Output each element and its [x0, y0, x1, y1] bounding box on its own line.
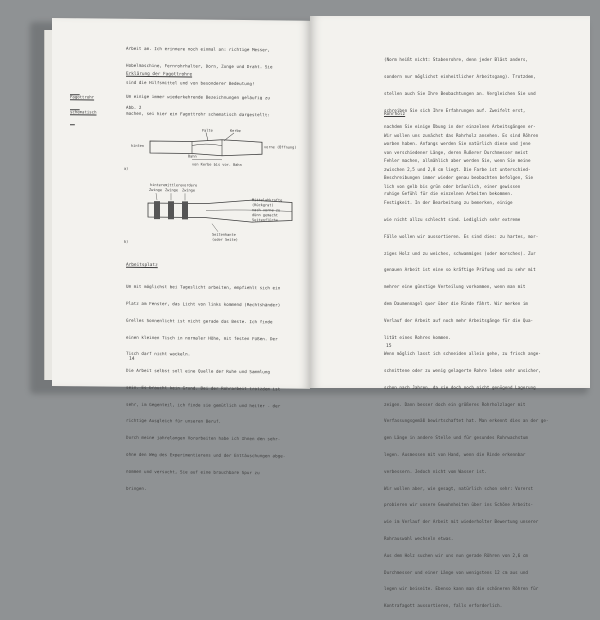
right-page [310, 16, 590, 388]
text-line: sind die Hilfsmittel und von besonderer Bedeutung! [126, 80, 273, 87]
text-line: Kontrafagott aussortieren, falls erforderlich. [384, 603, 549, 609]
label-seitenkante: Seitenkante [212, 233, 236, 237]
text-line: Hobelmaschine, Fernrohrhalter, Dorn, Zunge und Draht. Sie [126, 63, 273, 70]
text-line: Arbeit am. Ich erinnere noch einmal an: richtige Messer, [126, 46, 273, 53]
text-line: Die Arbeit selbst soll eine Quelle der Ruhe und Sammlung [126, 368, 285, 375]
label-vordere: vordere [182, 183, 197, 187]
text-line: mehrer eine günstige Verteilung vorkommen, wenn man mit [384, 284, 549, 290]
text-line: verbessern. Jedoch nicht vom Wasser ist. [384, 469, 549, 475]
text-line: (Norm heißt nicht: Stabenrohre, denn jeder Bläst anders, [384, 57, 536, 63]
text-line: Aus dem Holz suchen wir uns nun gerade Röhren von 2,6 cm [384, 553, 549, 559]
text-line: Um einige immer wiederkehrende Bezeichnungen geläufig zu [126, 94, 270, 101]
text-line: Verlauf der Arbeit auf noch mehr Arbeitsgänge für die Qua- [384, 318, 549, 324]
text-line: richtige Ausgleich für unseren Beruf. [126, 418, 285, 425]
page-number-left: 14 [129, 357, 135, 362]
text-line: dem Daumennagel quer über die Rinde fährt. Wir merken im [384, 301, 549, 307]
label-seitenflueche: Seitenflüche [252, 218, 278, 222]
text-line: ohne den Weg des Experimentierens und der Enttäuschungen abge- [126, 452, 285, 459]
label-hinten: hinten [131, 144, 144, 148]
text-line: ruhige Gefühl für die einzelnen Arbeiten bekommen. [384, 191, 536, 197]
section-heading-rohrholz: Rohrholz [384, 112, 405, 117]
text-line: sehr, im Gegenteil, ich finde sie gemütlich und heiter - der [126, 401, 285, 408]
label-oder-seite: (oder Seite) [212, 238, 238, 242]
text-line: gen Länge in andere Stelle und für gesundes Rohrwachstum [384, 435, 549, 441]
text-line: Grelles Sonnenlicht ist nicht gerade das Beste. Ich finde [126, 318, 285, 325]
section-text-arbeitsplatz [126, 273, 285, 504]
text-line: zeigen. Dann besser doch ein größeres Rohrholzlager mit [384, 402, 549, 408]
text-line: sein. Es braucht kein Grund. Bei der Rohrarbeit trotzdem ist [126, 385, 285, 392]
text-line: probieren wir unsere Gewohnheiten über ins Schöne Arbeits- [384, 502, 549, 508]
text-line: zwischen 2,5 und 2,8 cm liegt. Die Farbe ist unterschied- [384, 167, 549, 173]
section-heading-arbeitsplatz: Arbeitsplatz [126, 263, 158, 268]
text-line: Um mit möglichst bei Tageslicht arbeiten, empfiehlt sich ein [126, 284, 285, 291]
label-hintere: hintere [150, 183, 165, 187]
text-line: Beschreibungen immer wieder genau beobachten befolgen, Sie [384, 175, 536, 181]
label-rueckgrat: (Rückgrat) [252, 203, 274, 207]
text-line: schon nach Jahren, da sie doch noch nicht genügend Lagerung [384, 385, 549, 391]
text-line: sondern nur möglichst einheitlicher Arbeitsgang). Trotzdem, [384, 74, 536, 80]
text-line: wie nicht allzu schlecht sind. Lediglich sehr extreme [384, 217, 549, 223]
margin-note-line: Fagottrohr [70, 94, 97, 99]
label-mittlere: mittlere [165, 183, 182, 187]
section-text-rohrholz [384, 122, 549, 620]
text-line: Rohrauswahl wechseln etwas. [384, 536, 549, 542]
label-b: b) [124, 240, 128, 244]
text-line: nachdem Sie einige Übung in der einzelnen Arbeitsgängen er- [384, 124, 536, 130]
text-line: bringen. [126, 485, 285, 492]
label-falte: Falte [202, 129, 213, 133]
text-line: schnittene oder zu wenig gelagerte Rohre leben sehr unsicher, [384, 368, 549, 374]
label-a: a) [124, 167, 128, 171]
text-line: Wir wollen uns zunächst das Rohrholz ansehen. Es sind Röhren [384, 133, 549, 139]
figure-label: Abb. 2 [126, 105, 141, 111]
text-line: Tisch darf nicht wackeln. [126, 351, 285, 358]
label-duenn: dünn gemacht [252, 213, 278, 217]
label-mittelabkrafte: Mittelabkrafte [252, 198, 282, 202]
label-zwinge-2: Zwinge [165, 188, 178, 192]
text-line: Verfassungsgemäß bewirtschaftet hat. Man erkennt dies an der ge- [384, 418, 549, 424]
text-line: wie im Verlauf der Arbeit mit wiederholter Bewertung unserer [384, 519, 549, 525]
margin-note-line: schematisch [70, 109, 97, 114]
left-page [52, 18, 310, 389]
section-heading-fagottrohre: Erklärung der Fagottrohre [126, 72, 192, 78]
label-kerbe: Kerbe [230, 129, 241, 133]
page-number-right: 15 [386, 344, 392, 349]
text-line: machen, sei hier ein Fagottrohr schematisch dargestellt: [126, 111, 270, 118]
text-line: worben haben. Anfangs werden Sie natürlich diese und jene [384, 141, 536, 147]
text-line: Wenn möglich lasst ich schneiden allein gehe, zu frisch ange- [384, 351, 549, 357]
text-line: genauen Arbeit ist eine so kräftige Prüfung und zu sehr mit [384, 267, 549, 273]
text-line: Festigkeit. In der Bearbeitung zu bemerken, einige [384, 200, 549, 206]
margin-note [70, 84, 97, 124]
text-line: schreiben Sie sich Ihre Erfahrungen auf. Zweifelt erst, [384, 108, 536, 114]
text-line: Platz am Fenster, das Licht von links kommend (Rechtshänder) [126, 301, 285, 308]
text-line: nommen und versucht, Sie auf eine brauchbare Spur zu [126, 469, 285, 476]
label-von-kerbe: von Kerbe bis vor. Bahn [192, 162, 242, 167]
label-bahn: Bahn [188, 154, 197, 158]
text-line: einen kleinen Tisch in normaler Höhe, mit festen Füßen. Der [126, 334, 285, 341]
text-line: Durch meine jahrelangen Vorarbeiten habe ich Ihnen den sehr- [126, 435, 285, 442]
label-zwinge-3: Zwinge [182, 188, 195, 192]
label-zwinge-1: Zwinge [149, 188, 162, 192]
text-line: lich von gelb bis grün oder bräunlich, einer gewissen [384, 184, 549, 190]
text-line: ziges Holz und zu weiches, schwammiges (oder morsches). Zur [384, 251, 549, 257]
text-line: Wir wollen aber, wie gesagt, natürlich schon sehr: Vorerst [384, 486, 549, 492]
text-line: von verschiedener Länge, deren Äußerer Durchmesser meist [384, 150, 549, 156]
text-line: Durchmesser und einer Länge von wenigstens 12 cm aus und [384, 570, 549, 576]
text-line: Fälle wollen wir aussortieren. Es sind dies: zu hartes, mor- [384, 234, 549, 240]
label-nach-vorne: nach vorne zu [252, 208, 280, 212]
text-line: Fehler machen, allmählich aber werden Sie, wenn Sie meine [384, 158, 536, 164]
text-line: legen wir beiseite. Ebenso kann man die schöneren Röhren für [384, 586, 549, 592]
text-line: lität eines Rohres kommen. [384, 335, 549, 341]
label-vorne: vorne (Öffnung) [264, 145, 296, 149]
text-line: legen. Ausmessen mit von Hand, wenn die Rinde erkennbar [384, 452, 549, 458]
text-line: stellen auch Sie Ihre Beobachtungen an. Vergleichen Sie und [384, 91, 536, 97]
